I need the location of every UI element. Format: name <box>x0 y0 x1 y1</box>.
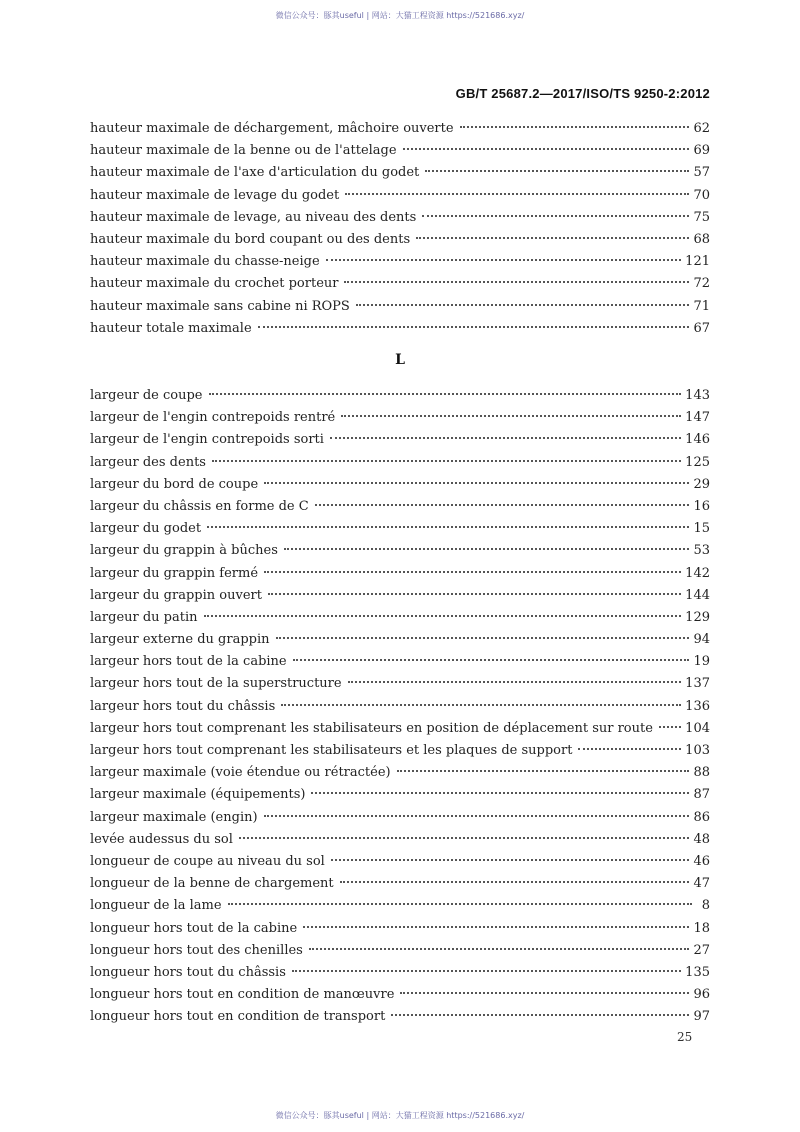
dot-leader <box>578 748 681 750</box>
index-entry <box>90 740 710 762</box>
dot-leader <box>228 903 692 905</box>
index-entry <box>90 207 710 229</box>
entry-page: 146 <box>685 432 710 448</box>
dot-leader <box>397 770 690 772</box>
entry-page: 97 <box>693 1009 710 1025</box>
index-entries-bottom <box>90 385 710 1028</box>
dot-leader <box>309 948 690 950</box>
entry-page: 129 <box>685 609 710 625</box>
index-entry <box>90 185 710 207</box>
entry-term: hauteur maximale du crochet porteur <box>90 276 339 292</box>
entry-term: largeur maximale (engin) <box>90 809 258 825</box>
entry-page: 16 <box>693 498 710 514</box>
index-entry <box>90 385 710 407</box>
entry-term: largeur hors tout de la cabine <box>90 654 287 670</box>
index-entry <box>90 940 710 962</box>
index-entry <box>90 696 710 718</box>
dot-leader <box>341 415 681 417</box>
dot-leader <box>239 837 690 839</box>
entry-term: longueur hors tout de la cabine <box>90 920 298 936</box>
section-letter-heading: L <box>395 352 405 368</box>
entry-term: hauteur maximale du bord coupant ou des dents <box>90 231 411 247</box>
dot-leader <box>348 681 682 683</box>
entry-term: longueur de la benne de chargement <box>90 876 334 892</box>
index-entry <box>90 718 710 740</box>
dot-leader <box>311 792 689 794</box>
entry-page: 143 <box>685 388 710 403</box>
index-entry <box>90 784 710 806</box>
entry-term: hauteur maximale de levage, au niveau des dents <box>90 209 417 225</box>
dot-leader <box>356 304 690 306</box>
index-entry <box>90 673 710 695</box>
watermark-bottom: 微信公众号：豚其useful | 网站：大猫工程资源 https://521686.xyz/ <box>275 1111 525 1120</box>
dot-leader <box>264 571 681 573</box>
entry-page: 144 <box>685 587 710 603</box>
dot-leader <box>258 326 690 328</box>
entry-term: hauteur maximale sans cabine ni ROPS <box>90 298 350 314</box>
entry-term: largeur du grappin à bûches <box>90 543 278 559</box>
dot-leader <box>345 193 689 195</box>
entry-page: 70 <box>693 187 710 203</box>
entry-page: 62 <box>693 121 710 136</box>
index-entry <box>90 984 710 1006</box>
dot-leader <box>281 704 681 706</box>
entry-page: 15 <box>693 521 710 537</box>
entry-term: longueur de coupe au niveau du sol <box>90 853 325 869</box>
entry-page: 135 <box>685 964 710 980</box>
entry-page: 103 <box>685 743 710 758</box>
index-entry <box>90 496 710 518</box>
entry-term: largeur du godet <box>90 521 202 537</box>
dot-leader <box>209 393 682 395</box>
index-entry <box>90 851 710 873</box>
index-entry <box>90 607 710 629</box>
entry-term: longueur hors tout en condition de manœuvre <box>90 987 395 1003</box>
dot-leader <box>315 504 690 506</box>
entry-page: 19 <box>693 654 710 670</box>
entry-page: 72 <box>693 276 710 292</box>
entry-page: 68 <box>693 231 710 247</box>
index-entry <box>90 895 710 917</box>
dot-leader <box>416 237 689 239</box>
entry-page: 18 <box>693 920 710 936</box>
watermark-top: 微信公众号：豚其useful | 网站：大猫工程资源 https://521686.xyz/ <box>275 11 525 20</box>
page-number: 25 <box>677 1030 693 1044</box>
dot-leader <box>425 170 689 172</box>
index-entry <box>90 762 710 784</box>
entry-term: hauteur maximale de levage du godet <box>90 187 340 203</box>
index-entry <box>90 585 710 607</box>
dot-leader <box>276 637 690 639</box>
index-entry <box>90 429 710 451</box>
index-entry <box>90 474 710 496</box>
entry-page: 47 <box>693 876 710 892</box>
entry-term: hauteur maximale de l'axe d'articulation du godet <box>90 165 420 181</box>
index-entry <box>90 273 710 295</box>
dot-leader <box>422 215 689 217</box>
entry-page: 96 <box>693 987 710 1003</box>
entry-term: largeur des dents <box>90 454 206 470</box>
index-entry <box>90 162 710 184</box>
index-entry <box>90 452 710 474</box>
dot-leader <box>340 881 690 883</box>
entry-term: longueur hors tout des chenilles <box>90 942 303 958</box>
index-entry <box>90 563 710 585</box>
dot-leader <box>268 593 681 595</box>
entry-term: largeur du patin <box>90 609 198 625</box>
entry-term: largeur hors tout de la superstructure <box>90 676 342 692</box>
dot-leader <box>460 126 690 128</box>
entry-page: 94 <box>693 632 710 648</box>
entry-page: 87 <box>693 787 710 803</box>
entry-term: largeur du bord de coupe <box>90 476 259 492</box>
dot-leader <box>264 482 689 484</box>
dot-leader <box>331 859 690 861</box>
dot-leader <box>212 460 681 462</box>
index-entry <box>90 1006 710 1028</box>
entry-term: largeur du grappin fermé <box>90 565 259 581</box>
index-entry <box>90 140 710 162</box>
index-entry <box>90 518 710 540</box>
index-entry <box>90 296 710 318</box>
entry-term: longueur hors tout du châssis <box>90 964 286 980</box>
entry-page: 125 <box>685 454 710 470</box>
dot-leader <box>659 726 681 728</box>
entry-term: largeur hors tout du châssis <box>90 698 276 714</box>
index-entry <box>90 651 710 673</box>
entry-page: 67 <box>693 320 710 336</box>
entry-term: largeur hors tout comprenant les stabilisateurs et les plaques de support <box>90 743 573 758</box>
dot-leader <box>303 926 689 928</box>
entry-term: largeur de l'engin contrepoids sorti <box>90 432 324 448</box>
index-entry <box>90 540 710 562</box>
index-entry <box>90 229 710 251</box>
entry-page: 29 <box>693 476 710 492</box>
entry-term: hauteur totale maximale <box>90 320 252 336</box>
entry-page: 121 <box>685 254 710 270</box>
index-entries-top <box>90 118 710 340</box>
entry-term: hauteur maximale du chasse-neige <box>90 254 320 270</box>
dot-leader <box>284 548 690 550</box>
entry-page: 104 <box>685 720 710 736</box>
dot-leader <box>403 148 690 150</box>
dot-leader <box>344 281 689 283</box>
dot-leader <box>292 970 681 972</box>
index-entry <box>90 807 710 829</box>
entry-term: hauteur maximale de déchargement, mâchoire ouverte <box>90 121 454 136</box>
entry-term: largeur du châssis en forme de C <box>90 498 309 514</box>
dot-leader <box>207 526 689 528</box>
entry-term: largeur maximale (voie étendue ou rétractée) <box>90 765 391 781</box>
index-entry <box>90 629 710 651</box>
entry-term: longueur de la lame <box>90 898 222 914</box>
entry-page: 136 <box>685 698 710 714</box>
entry-term: largeur maximale (équipements) <box>90 787 306 803</box>
entry-page: 27 <box>693 942 710 958</box>
dot-leader <box>326 259 682 261</box>
entry-page: 142 <box>685 565 710 581</box>
entry-term: largeur externe du grappin <box>90 632 270 648</box>
index-entry <box>90 118 710 140</box>
entry-page: 48 <box>693 831 710 847</box>
dot-leader <box>400 992 689 994</box>
entry-term: largeur de coupe <box>90 388 203 403</box>
entry-page: 86 <box>693 809 710 825</box>
dot-leader <box>264 815 690 817</box>
entry-page: 53 <box>693 543 710 559</box>
index-entry <box>90 829 710 851</box>
dot-leader <box>293 659 690 661</box>
entry-term: longueur hors tout en condition de transport <box>90 1009 386 1025</box>
index-entry <box>90 873 710 895</box>
index-entry <box>90 918 710 940</box>
index-entry <box>90 962 710 984</box>
entry-term: hauteur maximale de la benne ou de l'attelage <box>90 143 397 159</box>
entry-page: 57 <box>693 165 710 181</box>
standard-header: GB/T 25687.2—2017/ISO/TS 9250-2:2012 <box>455 86 710 101</box>
entry-page: 88 <box>693 765 710 781</box>
entry-page: 71 <box>693 298 710 314</box>
dot-leader <box>330 437 681 439</box>
entry-page: 46 <box>693 853 710 869</box>
dot-leader <box>391 1014 689 1016</box>
index-entry <box>90 251 710 273</box>
entry-page: 147 <box>685 410 710 426</box>
entry-term: largeur de l'engin contrepoids rentré <box>90 410 336 426</box>
entry-term: largeur du grappin ouvert <box>90 587 262 603</box>
entry-page: 8 <box>701 898 710 914</box>
entry-term: levée audessus du sol <box>90 831 233 847</box>
entry-page: 75 <box>693 209 710 225</box>
index-entry <box>90 407 710 429</box>
dot-leader <box>204 615 682 617</box>
index-entry <box>90 318 710 340</box>
entry-term: largeur hors tout comprenant les stabilisateurs en position de déplacement sur route <box>90 720 653 736</box>
entry-page: 137 <box>685 676 710 692</box>
entry-page: 69 <box>693 143 710 159</box>
